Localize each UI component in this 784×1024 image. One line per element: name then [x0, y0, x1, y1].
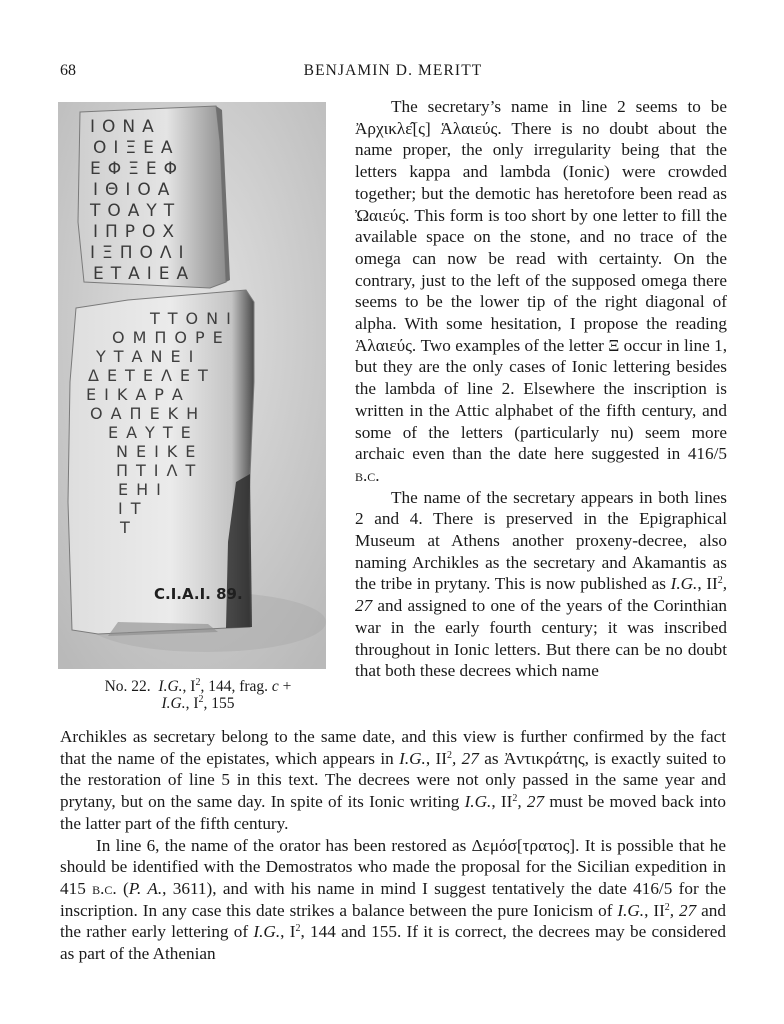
inscription-line: ΙΠΡΟΧ — [93, 222, 182, 242]
figure-caption — [58, 678, 338, 712]
inscription-line: ΙΘΙΟΑ — [93, 180, 177, 200]
inscription-line: ΟΙΞΕΑ — [93, 138, 180, 158]
inscription-line: ΙΞΠΟΛΙ — [90, 243, 191, 263]
stele-fragments-image — [58, 102, 326, 669]
inscription-line: ΕΑΥΤΕ — [108, 423, 199, 442]
inscription-line: ΥΤΑΝΕΙ — [96, 347, 202, 366]
inscription-line: ΤΤΟΝΙ — [150, 309, 239, 328]
inscription-line: ΙΟΝΑ — [90, 117, 161, 137]
inscription-line: ΟΑΠΕΚΗ — [90, 404, 207, 423]
inscription-line: ΠΤΙΛΤ — [116, 461, 204, 480]
inscription-line: ΕΦΞΕΦ — [90, 159, 184, 179]
caption-line-2: I.G., $I^2$, 155 — [161, 694, 235, 712]
inscription-line: ΕΙΚΑΡΑ — [86, 385, 191, 404]
paragraph-epistates: Archikles as secretary belong to the same date, and this view is further confirmed by the fact that the name of the epistates, which appears in I.G., $II^2$, 27 as Ἀντικράτης, is exactly suited to the restoration of line 5 in this text. The decrees were not only passed in the same year and prytany, but on the same day. In spite of its Ionic writing I.G., $II^2$, 27 must be moved back into the latter part of the fifth century. — [60, 727, 726, 833]
museum-stamp: C.I.A.I. 89. — [154, 585, 243, 603]
inscription-line: Τ — [120, 518, 138, 537]
inscription-line: ΔΕΤΕΛΕΤ — [88, 366, 216, 385]
page-number: 68 — [60, 62, 76, 79]
inscription-line: ΤΟΑΥΤ — [90, 201, 182, 221]
inscription-line: ΝΕΙΚΕ — [116, 442, 204, 461]
paragraph-secretary-name: The secretary’s name in line 2 seems to be Ἀρχικλε̂[ς] Ἁλαιεύς. There is no doubt about the name proper, the only irregularity being that the letters kappa and lambda (Ionic) were crowded together; but the demotic has heretofore been read as Ὠαιεύς. This form is too short by one letter to fill the available space on the stone, and no trace of the omega can now be read with certainty. On the contrary, just to the left of the supposed omega there seems to be the lower tip of the right diagonal of alpha. With some hesitation, I propose the reading Ἁλαιεύς. Two examples of the letter Ξ occur in line 1, but they are the only cases of Ionic lettering besides the lambda of line 2. Elsewhere the inscription is written in the Attic alphabet of the fifth century, and some of the letters (particularly nu) seem more archaic even than the date here suggested in 416/5 b.c. — [355, 97, 727, 485]
page-header — [60, 62, 726, 86]
right-column-text — [355, 96, 727, 682]
upper-fragment-letters — [89, 117, 195, 284]
running-title: BENJAMIN D. MERITT — [303, 62, 483, 79]
inscription-line: ΕΗΙ — [118, 480, 169, 499]
paragraph-orator: In line 6, the name of the orator has been restored as Δεμόσ[τρατος]. It is possible that he should be identified with the Demostratos who made the proposal for the Sicilian expedition in 415 b.c. (P. A., 3611), and with his name in mind I suggest tentatively the date 416/5 for the inscription. In any case this date strikes a balance between the pure Ionicism of I.G., $II^2$, 27 and the rather early lettering of I.G., $I^2$, 144 and 155. If it is correct, the decrees may be considered as part of the Athenian — [60, 835, 726, 964]
inscription-line: ΟΜΠΟΡΕ — [112, 328, 231, 347]
full-width-text — [60, 726, 726, 965]
inscription-line: ΕΤΑΙΕΑ — [93, 264, 196, 284]
caption-line-1: No. 22. I.G., $I^2$, 144, frag. c + — [104, 677, 292, 695]
inscription-photo — [58, 102, 326, 669]
paragraph-proxeny-decree: The name of the secretary appears in both lines 2 and 4. There is preserved in the Epigraphical Museum at Athens another proxeny-decree, also naming Archikles as the secretary and Akamantis as the tribe in prytany. This is now published as I.G., $II^2$, 27 and assigned to one of the years of the Corinthian war in the early fourth century; it was inscribed throughout in Ionic letters. But there can be no doubt that both these decrees which name — [355, 487, 727, 681]
inscription-line: ΙΤ — [118, 499, 149, 518]
